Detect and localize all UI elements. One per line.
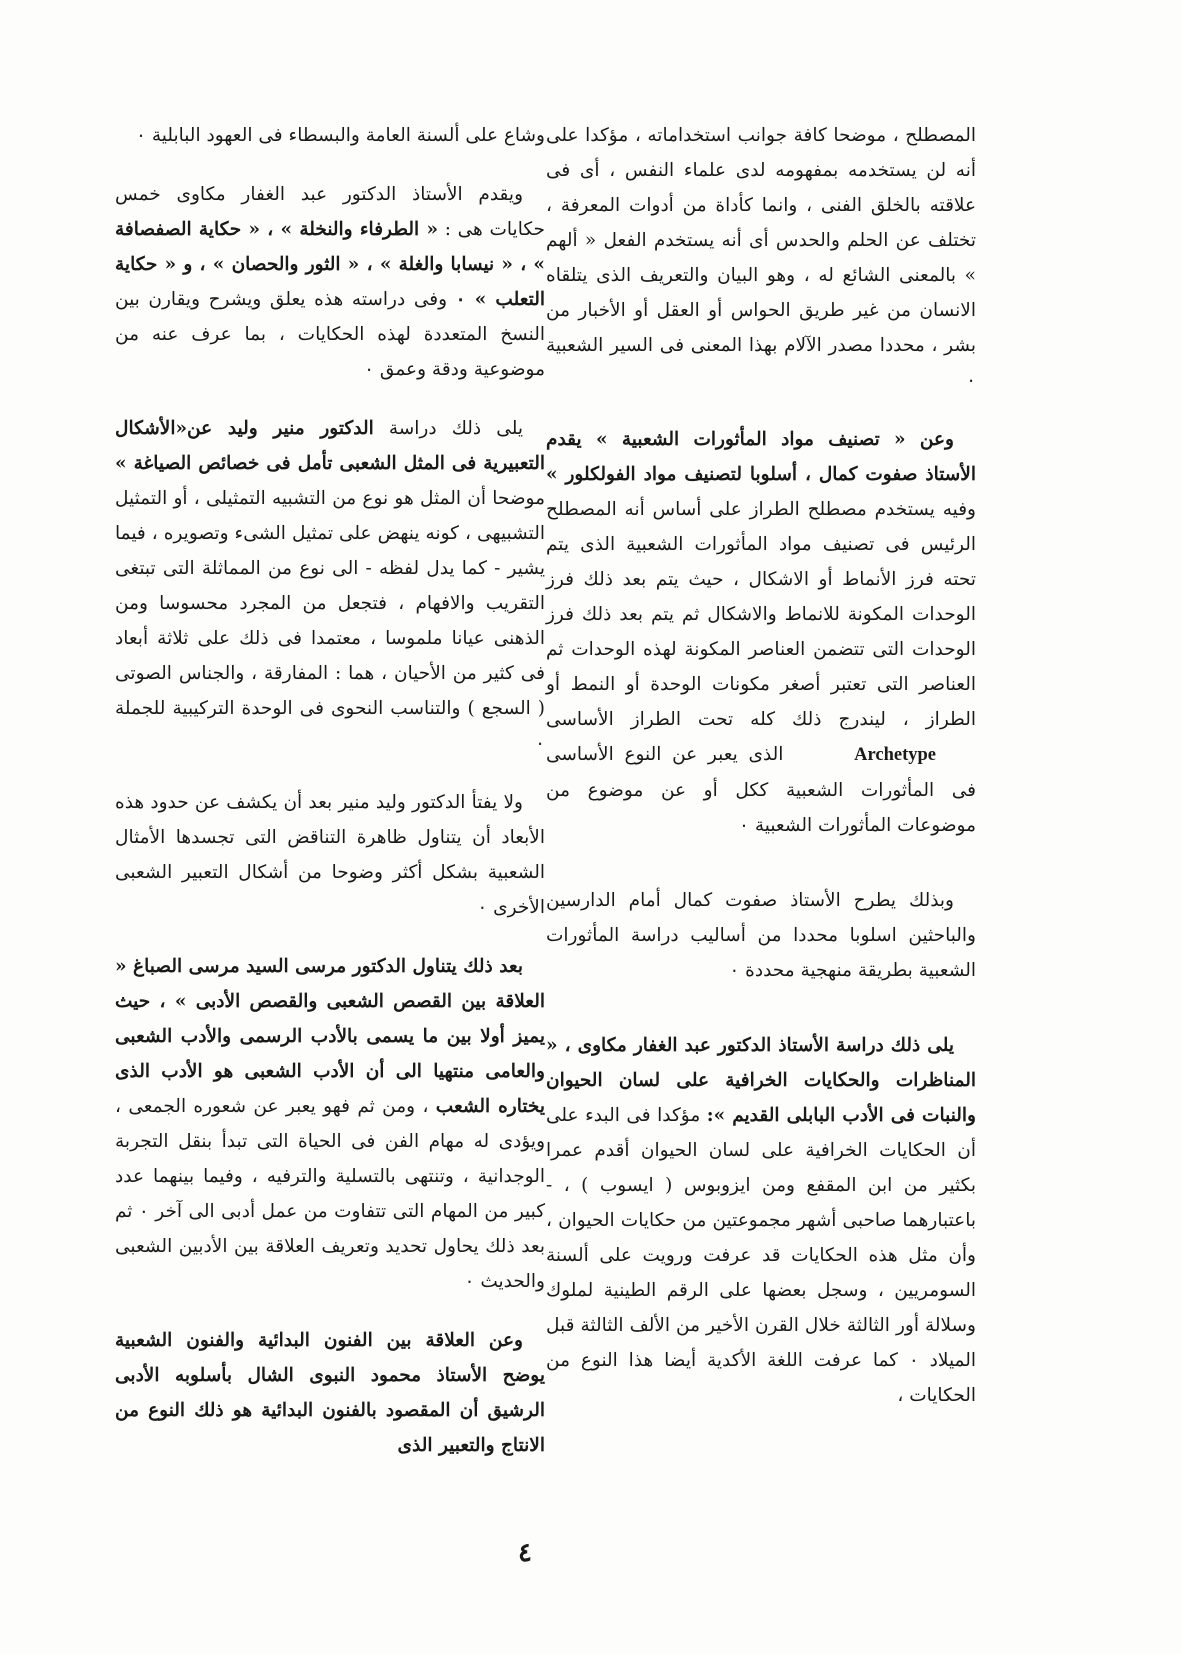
paragraph-bold-lead: بعد ذلك يتناول الدكتور مرسى السيد مرسى الصباغ « العلاقة بين القصص الشعبى والقصص الأدبى » ، حيث يميز أولا بين ما يسمى بالأدب الرسمى والأدب الشعبى والعامى منتهيا الى أن الأدب الشعبى هو الأدب الذى يختاره الشعب — [115, 956, 545, 1117]
paragraph-right-1 — [546, 118, 976, 398]
paragraph-left-2 — [115, 177, 545, 387]
right-column — [546, 118, 976, 1437]
paragraph-left-6 — [115, 1323, 545, 1463]
paragraph-text: المصطلح ، موضحا كافة جوانب استخداماته ، مؤكدا على أنه لن يستخدمه بمفهومه لدى علماء النفس ، أى فى علاقته بالخلق الفنى ، وانما كأداة من أدوات المعرفة ، تختلف عن الحلم والحدس أى أنه يستخدم الفعل « ألهم » بالمعنى الشائع له ، وهو البيان والتعريف الذى يتلقاه الانسان من غير طريق الحواس أو العقل أو الأخبار من بشر ، محددا مصدر الآلام بهذا المعنى فى السير الشعبية ٠ — [546, 125, 976, 391]
page-number: ٤ — [518, 1538, 532, 1568]
paragraph-bold-lead: يلى ذلك دراسة الأستاذ الدكتور عبد الغفار مكاوى ، « المناظرات والحكايات الخرافية على لسان الحيوان والنبات فى الأدب البابلى القديم »: — [546, 1035, 976, 1126]
paragraph-bold-lead: وعن العلاقة بين الفنون البدائية والفنون الشعبية يوضح الأستاذ محمود النبوى الشال بأسلوبه الأدبى الرشيق أن المقصود بالفنون البدائية هو ذلك النوع من الانتاج والتعبير الذى — [115, 1330, 545, 1456]
paragraph-text: موضحا أن المثل هو نوع من التشبيه التمثيلى ، أو التمثيل التشبيهى ، كونه ينهض على تمثيل الشىء وتصويره ، فيما يشير - كما يدل لفظه - الى نوع من المماثلة التى تبتغى التقريب والافهام ، فتجعل من المجرد محسوسا ومن الذهنى عيانا ملموسا ، معتمدا فى ذلك على ثلاثة أبعاد فى كثير من الأحيان ، هما : المفارقة ، والجناس الصوتى ( السجع ) والتناسب النحوى فى الوحدة التركيبية للجملة ٠ — [115, 488, 545, 754]
paragraph-text: الذى يعبر عن النوع الأساسى فى المأثورات الشعبية ككل أو عن موضوع من موضوعات المأثورات الشعبية ٠ — [546, 744, 976, 836]
paragraph-left-5 — [115, 949, 545, 1299]
paragraph-text: وفى دراسته هذه يعلق ويشرح ويقارن بين النسخ المتعددة لهذه الحكايات ، بما عرف عنه من موضوعية ودقة وعمق ٠ — [115, 289, 545, 380]
paragraph-text: يلى ذلك دراسة — [373, 418, 523, 439]
paragraph-left-3 — [115, 411, 545, 761]
paragraph-right-3 — [546, 883, 976, 988]
archetype-term: Archetype — [854, 745, 936, 765]
left-column — [115, 118, 545, 1487]
paragraph-text: وبذلك يطرح الأستاذ صفوت كمال أمام الدارسين والباحثين اسلوبا محددا من أساليب دراسة المأثورات الشعبية بطريقة منهجية محددة ٠ — [546, 890, 976, 981]
paragraph-text: مؤكدا فى البدء على أن الحكايات الخرافية على لسان الحيوان أقدم عمرا بكثير من ابن المقفع ومن ايزوبوس ( ايسوب ) ، - باعتبارهما صاحبى أشهر مجموعتين من حكايات الحيوان ، وأن مثل هذه الحكايات قد عرفت ورويت على ألسنة السومريين ، وسجل بعضها على الرقم الطينية لملوك وسلالة أور الثالثة خلال القرن الأخير من الألف الثالثة قبل الميلاد ٠ كما عرفت اللغة الأكدية أيضا هذا النوع من الحكايات ، — [546, 1105, 976, 1406]
paragraph-bold-lead: وعن « تصنيف مواد المأثورات الشعبية » يقدم الأستاذ صفوت كمال ، أسلوبا لتصنيف مواد الفولكلور » — [546, 429, 976, 485]
paragraph-left-4 — [115, 785, 545, 925]
paragraph-text: وشاع على ألسنة العامة والبسطاء فى العهود البابلية ٠ — [136, 125, 545, 146]
paragraph-bold-title: الدكتور منير وليد عن«الأشكال التعبيرية فى المثل الشعبى تأمل فى خصائص الصياغة » — [115, 418, 545, 474]
paragraph-text: ، ومن ثم فهو يعبر عن شعوره الجمعى ، ويؤدى له مهام الفن فى الحياة التى تبدأ بنقل التجربة الوجدانية ، وتنتهى بالتسلية والترفيه ، وفيما بينهما عدد كبير من المهام التى تتفاوت من عمل أدبى الى آخر ٠ ثم بعد ذلك يحاول تحديد وتعريف العلاقة بين الأدبين الشعبى والحديث ٠ — [115, 1096, 545, 1292]
paragraph-left-1 — [115, 118, 545, 153]
paragraph-text: وفيه يستخدم مصطلح الطراز على أساس أنه المصطلح الرئيس فى تصنيف مواد المأثورات الشعبية الذى يتم تحته فرز الأنماط أو الاشكال ، حيث يتم بعد ذلك فرز الوحدات المكونة للانماط والاشكال ثم يتم بعد ذلك فرز الوحدات التى تتضمن العناصر المكونة لهذه الوحدات ثم العناصر التى تعتبر أصغر مكونات الوحدة أو النمط أو الطراز ، ليندرج ذلك كله تحت الطراز الأساسى — [546, 499, 976, 730]
paragraph-text: ولا يفتأ الدكتور وليد منير بعد أن يكشف عن حدود هذه الأبعاد أن يتناول ظاهرة التناقض التى تجسدها الأمثال الشعبية بشكل أكثر وضوحا من أشكال التعبير الشعبى الأخرى ٠ — [115, 792, 545, 918]
paragraph-right-2 — [546, 422, 976, 843]
paragraph-text: ويقدم الأستاذ الدكتور عبد الغفار مكاوى خمس حكايات هى : — [115, 184, 545, 240]
story-titles: « الطرفاء والنخلة » ، « حكاية الصفصافة » ، « نيسابا والغلة » ، « الثور والحصان » ، و « حكاية التعلب » ٠ — [115, 219, 545, 310]
paragraph-right-4 — [546, 1028, 976, 1413]
